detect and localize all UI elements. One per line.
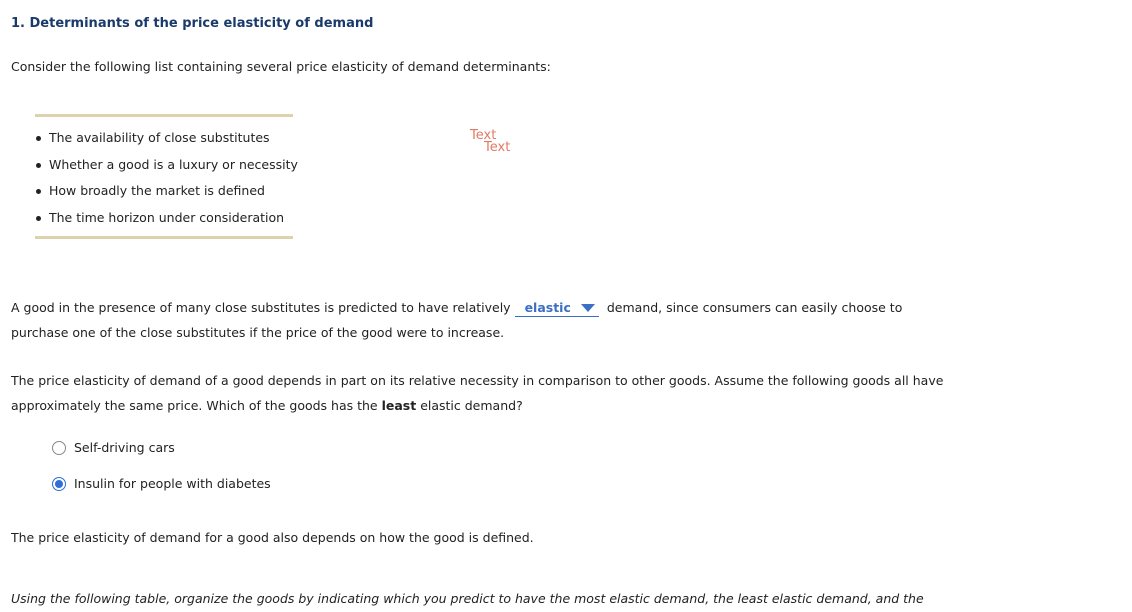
dropdown-value: elastic <box>524 300 571 315</box>
option-self-driving-cars[interactable] <box>52 440 175 455</box>
list-item: How broadly the market is defined <box>36 183 298 210</box>
list-item: The time horizon under consideration <box>36 210 298 237</box>
intro-text: Consider the following list containing several price elasticity of demand determinants: <box>11 59 551 74</box>
option-insulin[interactable] <box>52 476 271 491</box>
question-substitutes <box>11 296 1011 345</box>
question-text: demand, since consumers can easily choose to <box>606 300 903 315</box>
option-label[interactable]: Insulin for people with diabetes <box>74 476 271 491</box>
radio-button[interactable] <box>52 441 66 455</box>
question-text: approximately the same price. Which of the goods has the <box>11 397 382 413</box>
list-item: The availability of close substitutes <box>36 130 298 157</box>
elasticity-dropdown[interactable] <box>515 299 599 317</box>
list-item: Whether a good is a luxury or necessity <box>36 157 298 184</box>
box-bottom-rule <box>35 236 293 239</box>
box-top-rule <box>35 114 293 117</box>
question-necessity <box>11 369 1011 418</box>
overlay-text: Text <box>484 140 511 155</box>
question-text: The price elasticity of demand of a good depends in part on its relative necessity in comparison to other goods. Assume the following goods all have <box>11 373 944 388</box>
option-label[interactable]: Self-driving cars <box>74 440 175 455</box>
question-text: A good in the presence of many close substitutes is predicted to have relatively <box>11 300 511 315</box>
determinants-list <box>36 130 298 236</box>
question-table-instructions: Using the following table, organize the goods by indicating which you predict to have the most elastic demand, the least elastic demand, and the <box>11 591 924 606</box>
overlay-text: Text <box>470 128 497 143</box>
emphasis-least: least <box>381 397 417 413</box>
radio-button-selected[interactable] <box>52 477 66 491</box>
question-text: purchase one of the close substitutes if the price of the good were to increase. <box>11 324 505 340</box>
question-definition: The price elasticity of demand for a good also depends on how the good is defined. <box>11 530 534 545</box>
question-text: elastic demand? <box>416 397 523 413</box>
caret-down-icon <box>581 304 595 312</box>
page-title: 1. Determinants of the price elasticity of demand <box>11 16 374 31</box>
